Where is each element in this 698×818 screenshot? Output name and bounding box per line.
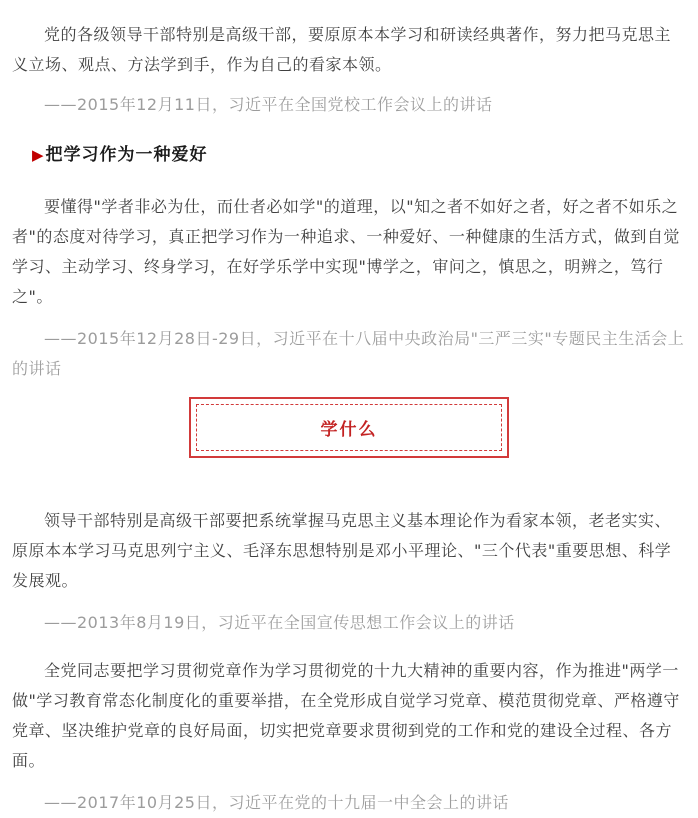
callout-label: 学什么 xyxy=(320,420,378,440)
quote-attribution-party-school-speech: ——2015年12月11日，习近平在全国党校工作会议上的讲话 xyxy=(44,95,493,114)
quote-attribution-propaganda-conference: ——2013年8月19日，习近平在全国宣传思想工作会议上的讲话 xyxy=(44,613,515,632)
section-heading-text: 把学习作为一种爱好 xyxy=(45,145,208,165)
callout-inner-dashed-frame xyxy=(196,404,502,451)
triangle-bullet-icon: ▶ xyxy=(32,146,45,164)
paragraph-party-constitution: 全党同志要把学习贯彻党章作为学习贯彻党的十九大精神的重要内容，作为推进"两学一做"学习教育常态化制度化的重要举措，在全党形成自觉学习党章、模范贯彻党章、严格遵守党章、坚决维护党章的良好局面，切实把党章要求贯彻到党的工作和党的建设全过程、各方面。 xyxy=(12,661,680,770)
paragraph-learning-attitude: 要懂得"学者非必为仕，而仕者必如学"的道理，以"知之者不如好之者，好之者不如乐之者"的态度对待学习，真正把学习作为一种追求、一种爱好、一种健康的生活方式，做到自觉学习、主动学习、终身学习，在好学乐学中实现"博学之，审问之，慎思之，明辨之，笃行之"。 xyxy=(12,197,680,306)
paragraph-classic-works: 党的各级领导干部特别是高级干部，要原原本本学习和研读经典著作，努力把马克思主义立场、观点、方法学到手，作为自己的看家本领。 xyxy=(12,25,672,74)
callout-box-what-to-learn xyxy=(189,397,509,458)
quote-attribution-plenary-session: ——2017年10月25日，习近平在党的十九届一中全会上的讲话 xyxy=(44,793,509,812)
quote-attribution-politburo-meeting: ——2015年12月28日-29日，习近平在十八届中央政治局"三严三实"专题民主生活会上的讲话 xyxy=(12,329,685,378)
paragraph-marxist-theory: 领导干部特别是高级干部要把系统掌握马克思主义基本理论作为看家本领，老老实实、原原本本学习马克思列宁主义、毛泽东思想特别是邓小平理论、"三个代表"重要思想、科学发展观。 xyxy=(12,511,672,590)
section-heading-learning-as-hobby xyxy=(32,140,686,170)
